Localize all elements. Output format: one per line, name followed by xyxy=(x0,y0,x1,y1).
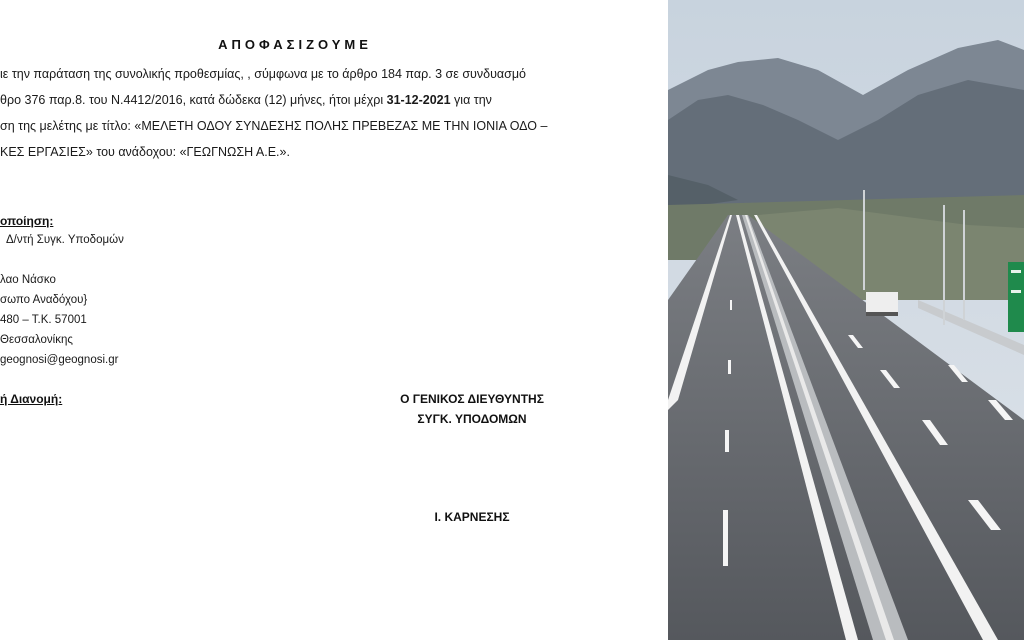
highway-image xyxy=(668,0,1024,640)
highway-photo xyxy=(668,0,1024,640)
notification-line-3: σωπο Αναδόχου} xyxy=(0,294,88,306)
notification-line-4: 480 – Τ.Κ. 57001 xyxy=(0,314,87,326)
signatory-title-2: ΣΥΓΚ. ΥΠΟΔΟΜΩΝ xyxy=(417,412,527,426)
paragraph-line-2-end: για την xyxy=(450,93,492,107)
signatory-name: Ι. ΚΑΡΝΕΣΗΣ xyxy=(434,510,510,524)
paragraph-line-1: ιε την παράταση της συνολικής προθεσμίας, , σύμφωνα με το άρθρο 184 παρ. 3 σε συνδυασμό xyxy=(0,67,527,81)
paragraph-line-3: ση της μελέτης με τίτλο: «ΜΕΛΕΤΗ ΟΔΟΥ ΣΥΝΔΕΣΗΣ ΠΟΛΗΣ ΠΡΕΒΕΖΑΣ ΜΕ ΤΗΝ ΙΟΝΙΑ ΟΔΟ – xyxy=(0,119,548,133)
distribution-label: ή Διανομή: xyxy=(0,392,63,406)
notification-line-2: λαο Νάσκο xyxy=(0,274,56,286)
paragraph-line-2-text: θρο 376 παρ.8. του Ν.4412/2016, κατά δώδεκα (12) μήνες, ήτοι μέχρι xyxy=(0,93,387,107)
deadline-date: 31-12-2021 xyxy=(386,93,451,107)
signatory-title-1: Ο ΓΕΝΙΚΟΣ ΔΙΕΥΘΥΝΤΗΣ xyxy=(400,392,544,406)
paragraph-line-2 xyxy=(0,93,492,107)
notification-email: geognosi@geognosi.gr xyxy=(0,354,119,366)
notification-label: οποίηση: xyxy=(0,214,54,228)
notification-line-1: Δ/ντή Συγκ. Υποδομών xyxy=(6,234,124,246)
decision-heading: ΑΠΟΦΑΣΙΖΟΥΜΕ xyxy=(218,37,372,52)
paragraph-line-4: ΚΕΣ ΕΡΓΑΣΙΕΣ» του ανάδοχου: «ΓΕΩΓΝΩΣΗ Α.Ε.». xyxy=(0,145,290,159)
notification-line-5: Θεσσαλονίκης xyxy=(0,334,73,346)
